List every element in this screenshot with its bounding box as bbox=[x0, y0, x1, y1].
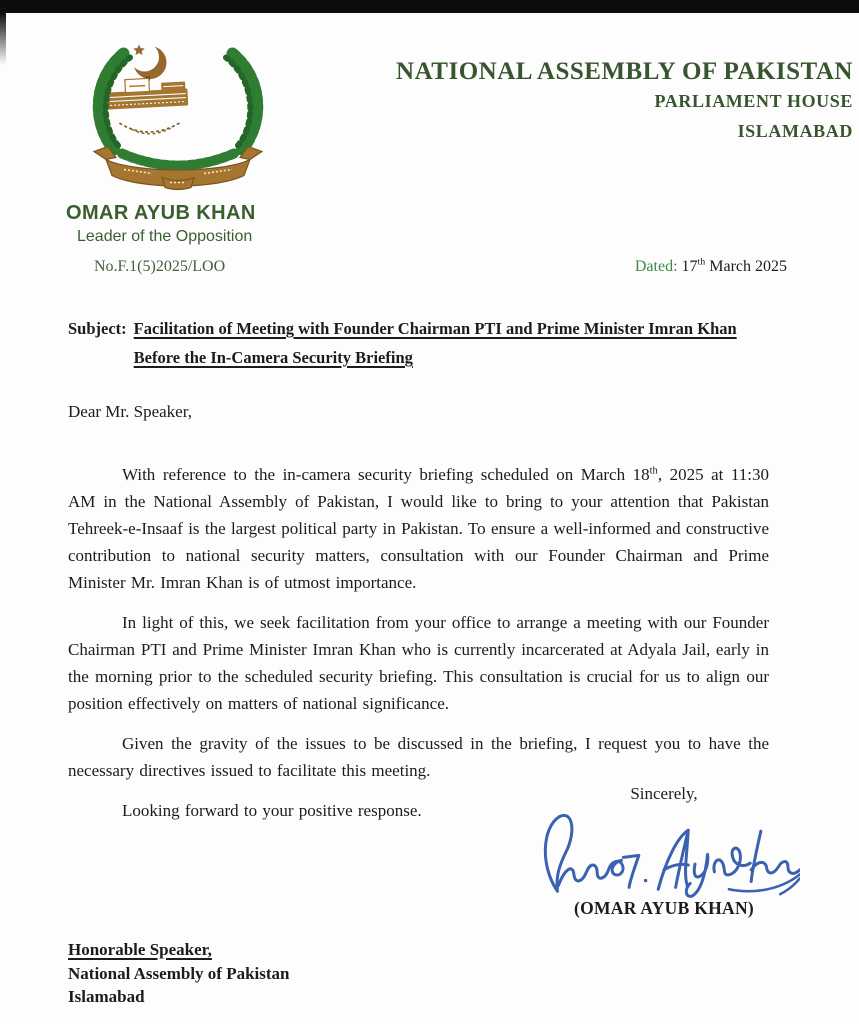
paragraph-3: Given the gravity of the issues to be discussed in the briefing, I request you to have the necessary directives issued to facilitate this meeting. bbox=[68, 734, 769, 780]
letterhead bbox=[396, 58, 853, 146]
subject-label: Subject: bbox=[68, 319, 127, 338]
paragraph-1-text: With reference to the in-camera security briefing scheduled on March 18 bbox=[122, 465, 650, 484]
paragraph-2: In light of this, we seek facilitation from your office to arrange a meeting with our Founder Chairman PTI and Prime Minister Imran Khan who is currently incarcerated at Adyala Jail, early in the morning prior to the scheduled security briefing. This consultation is crucial for us to align our position effectively on matters of national significance. bbox=[68, 613, 769, 713]
closing-block bbox=[528, 784, 800, 919]
national-assembly-emblem-icon bbox=[88, 30, 268, 198]
paragraph-1 bbox=[68, 461, 769, 596]
subject-text bbox=[134, 314, 737, 372]
scan-left-edge-sliver bbox=[0, 13, 6, 65]
subject-line-2: Before the In-Camera Security Briefing bbox=[133, 348, 413, 367]
date-ordinal-suffix: th bbox=[649, 465, 658, 477]
org-city: ISLAMABAD bbox=[737, 121, 853, 141]
sender-name: OMAR AYUB KHAN bbox=[66, 202, 256, 224]
org-name: NATIONAL ASSEMBLY OF PAKISTAN bbox=[396, 58, 853, 85]
date-line bbox=[635, 258, 787, 276]
valediction: Sincerely, bbox=[630, 784, 698, 803]
omar-ayub-khan-signature bbox=[528, 806, 800, 898]
scan-top-edge-bar bbox=[0, 0, 859, 13]
subject-block bbox=[68, 314, 808, 372]
date-ordinal-suffix: th bbox=[697, 256, 706, 268]
salutation: Dear Mr. Speaker, bbox=[68, 402, 192, 421]
sender-block bbox=[66, 202, 256, 246]
date-month-year: March 2025 bbox=[705, 258, 787, 275]
reference-line bbox=[94, 258, 787, 276]
addressee-line-2: National Assembly of Pakistan bbox=[68, 963, 290, 983]
org-building: PARLIAMENT HOUSE bbox=[654, 91, 853, 111]
reference-number: No.F.1(5)2025/LOO bbox=[94, 258, 226, 275]
subject-line-1: Facilitation of Meeting with Founder Chairman PTI and Prime Minister Imran Khan bbox=[133, 319, 737, 338]
dated-label: Dated: bbox=[634, 258, 678, 275]
signature-area bbox=[528, 806, 800, 898]
paragraph-4: Looking forward to your positive response. bbox=[122, 801, 422, 820]
addressee-line-1: Honorable Speaker, bbox=[68, 940, 212, 959]
parliament-building-icon bbox=[107, 76, 188, 109]
paragraph-1-text: , 2025 at 11:30 AM in the National Assembly of Pakistan, I would like to bring to your attention that Pakistan Tehreek-e-Insaaf is the largest political party in Pakistan. To ensure a well-informed and constructive contribution to national security matters, consultation with our Founder Chairman and Prime Minister Mr. Imran Khan is of utmost importance. bbox=[68, 465, 769, 592]
letter-body bbox=[68, 398, 769, 837]
addressee-line-3: Islamabad bbox=[68, 987, 145, 1006]
sender-title: Leader of the Opposition bbox=[77, 228, 253, 245]
date-day: 17 bbox=[677, 258, 698, 275]
addressee-block bbox=[68, 938, 290, 1009]
signatory-name: (OMAR AYUB KHAN) bbox=[573, 898, 755, 918]
